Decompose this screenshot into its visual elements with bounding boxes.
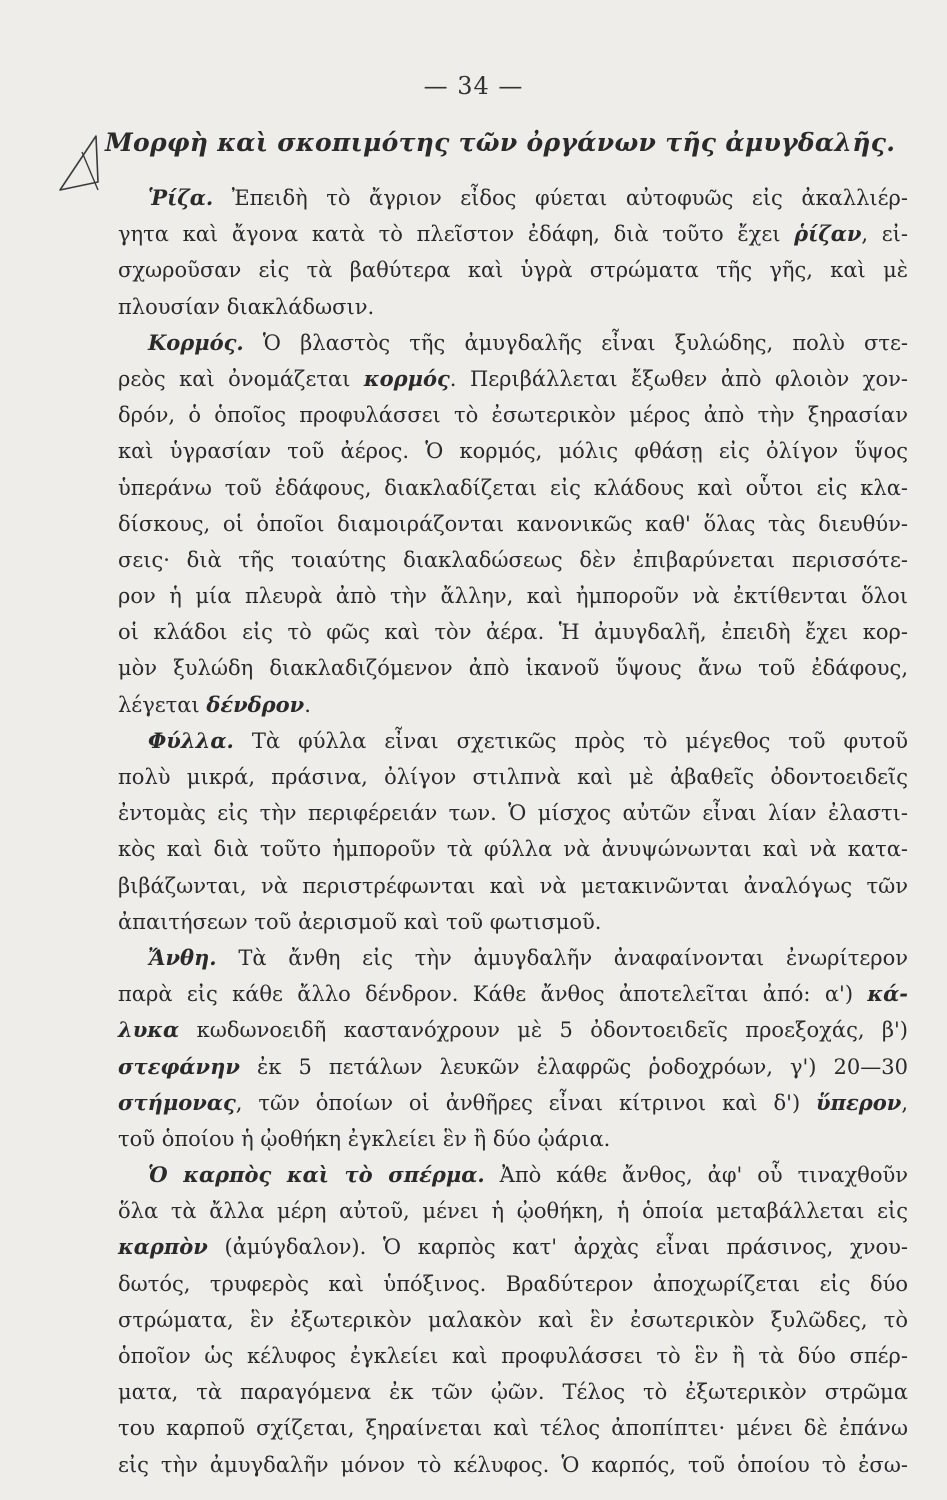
text-run: στρώματα, ἓν ἐξωτερικὸν μαλακὸν καὶ ἓν ἐσωτερικὸν ξυλῶδες, τὸ [118, 1307, 908, 1332]
text-line [118, 1049, 908, 1085]
text-line [118, 831, 908, 867]
emphasized-term: Ὁ καρπὸς καὶ τὸ σπέρμα. [148, 1162, 485, 1188]
text-line [118, 578, 908, 614]
text-run: . Περιβάλλεται ἔξωθεν ἀπὸ φλοιὸν χον- [449, 366, 908, 391]
text-line [118, 650, 908, 686]
emphasized-term: στήμονας [118, 1089, 236, 1115]
text-line [118, 976, 908, 1012]
text-run: ματα, τὰ παραγόμενα ἐκ τῶν ᾠῶν. Τέλος τὸ ἐξωτερικὸν στρῶμα [118, 1380, 908, 1405]
text-run: εἰς τὴν ἀμυγδαλῆν μόνον τὸ κέλυφος. Ὁ καρπός, τοῦ ὁποίου τὸ ἐσω- [118, 1452, 908, 1477]
text-line [118, 868, 908, 904]
emphasized-term: ῥίζαν [794, 221, 862, 247]
text-line [118, 397, 908, 433]
text-line [118, 433, 908, 469]
page-number: — 34 — [423, 72, 524, 100]
emphasized-term: δένδρον [206, 691, 305, 717]
text-line [118, 1302, 908, 1338]
text-line [118, 470, 908, 506]
text-run: παρὰ εἰς κάθε ἄλλο δένδρον. Κάθε ἄνθος ἀποτελεῖται ἀπό: α') [118, 982, 868, 1007]
text-line [118, 1338, 908, 1374]
emphasized-term: ὕπερον [816, 1089, 902, 1115]
text-line [118, 1012, 908, 1048]
text-run: ἀπαιτήσεων τοῦ ἀερισμοῦ καὶ τοῦ φωτισμοῦ. [118, 909, 602, 934]
text-line [118, 940, 908, 976]
text-run: Ἐπειδὴ τὸ ἄγριον εἶδος φύεται αὐτοφυῶς εἰς ἀκαλλιέρ- [213, 186, 908, 210]
text-run: ἐντομὰς εἰς τὴν περιφέρειάν των. Ὁ μίσχος αὐτῶν εἶναι λίαν ἐλαστι- [118, 801, 908, 826]
emphasized-term: κά- [867, 981, 908, 1007]
text-run: ρον ἡ μία πλευρὰ ἀπὸ τὴν ἄλλην, καὶ ἠμποροῦν νὰ ἐκτίθενται ὅλοι [118, 584, 908, 609]
emphasized-term: στεφάνην [118, 1053, 240, 1079]
text-run: . [304, 692, 311, 717]
text-line [118, 1229, 908, 1265]
text-run: σεις· διὰ τῆς τοιαύτης διακλαδώσεως δὲν ἐπιβαρύνεται περισσότε- [118, 547, 908, 572]
text-run: κωδωνοειδῆ καστανόχρουν μὲ 5 ὀδοντοειδεῖς προεξοχάς, β') [179, 1018, 908, 1043]
text-run: , τῶν ὁποίων οἱ ἀνθῆρες εἶναι κίτρινοι καὶ δ') [235, 1090, 817, 1115]
text-run: οἱ κλάδοι εἰς τὸ φῶς καὶ τὸν ἀέρα. Ἡ ἀμυγδαλῆ, ἐπειδὴ ἔχει κορ- [118, 620, 908, 645]
text-line [118, 1266, 908, 1302]
text-run: βιβάζωνται, νὰ περιστρέφωνται καὶ νὰ μετακινῶνται ἀναλόγως τῶν [118, 873, 908, 898]
text-run: πλουσίαν διακλάδωσιν. [118, 294, 375, 319]
text-line [118, 1374, 908, 1410]
text-run: πολὺ μικρά, πράσινα, ὀλίγον στιλπνὰ καὶ μὲ ἀβαθεῖς ὀδοντοειδεῖς [118, 765, 908, 789]
emphasized-term: Ἄνθη. [148, 944, 217, 970]
emphasized-term: Κορμός. [148, 329, 244, 355]
emphasized-term: Φύλλα. [148, 727, 234, 753]
text-run: Τὰ ἄνθη εἰς τὴν ἀμυγδαλῆν ἀναφαίνονται ἐνωρίτερον [216, 945, 908, 970]
text-line [118, 1085, 908, 1121]
text-run: γητα καὶ ἄγονα κατὰ τὸ πλεῖστον ἐδάφη, διὰ τοῦτο ἔχει [118, 222, 795, 247]
text-run: τοῦ ὁποίου ἡ ᾠοθήκη ἐγκλείει ἓν ἢ δύο ᾠάρια. [118, 1126, 611, 1151]
emphasized-term: καρπὸν [118, 1234, 208, 1260]
text-line [118, 542, 908, 578]
text-line [118, 759, 908, 795]
text-run: ὅλα τὰ ἄλλα μέρη αὐτοῦ, μένει ἡ ᾠοθήκη, ἡ ὁποία μεταβάλλεται εἰς [118, 1199, 908, 1224]
text-line [118, 325, 908, 361]
text-line [118, 1157, 908, 1193]
text-line [118, 361, 908, 397]
section-heading: Μορφὴ καὶ σκοπιμότης τῶν ὀργάνων τῆς ἀμυγδαλῆς. [105, 128, 896, 157]
text-run: ὁποῖον ὡς κέλυφος ἐγκλείει καὶ προφυλάσσει τὸ ἓν ἢ τὰ δύο σπέρ- [118, 1344, 908, 1368]
text-run: δίσκους, οἱ ὁποῖοι διαμοιράζονται κανονικῶς καθ' ὅλας τὰς διευθύν- [118, 511, 908, 536]
text-run: Τὰ φύλλα εἶναι σχετικῶς πρὸς τὸ μέγεθος τοῦ φυτοῦ [233, 728, 908, 753]
text-run: σχωροῦσαν εἰς τὰ βαθύτερα καὶ ὑγρὰ στρώματα τῆς γῆς, καὶ μὲ [118, 258, 908, 283]
handwritten-delta-mark [52, 132, 102, 194]
text-run: του καρποῦ σχίζεται, ξηραίνεται καὶ τέλος ἀποπίπτει· μένει δὲ ἐπάνω [118, 1416, 908, 1441]
text-line [118, 904, 908, 940]
text-line [118, 723, 908, 759]
text-run: , [901, 1090, 908, 1115]
text-run: Ἀπὸ κάθε ἄνθος, ἀφ' οὗ τιναχθοῦν [484, 1163, 908, 1188]
text-line [118, 216, 908, 252]
text-line [118, 180, 908, 216]
body-text [118, 180, 908, 1483]
text-line [118, 1410, 908, 1446]
text-line [118, 252, 908, 288]
text-run: ὑπεράνω τοῦ ἐδάφους, διακλαδίζεται εἰς κλάδους καὶ οὗτοι εἰς κλα- [118, 475, 908, 500]
text-line [118, 687, 908, 723]
text-line [118, 1193, 908, 1229]
text-line [118, 506, 908, 542]
emphasized-term: λυκα [118, 1017, 180, 1043]
text-line [118, 795, 908, 831]
text-line [118, 1447, 908, 1483]
emphasized-term: Ῥίζα. [148, 185, 214, 210]
text-run: λέγεται [118, 692, 207, 717]
text-run: μὸν ξυλώδη διακλαδιζόμενον ἀπὸ ἱκανοῦ ὕψους ἄνω τοῦ ἐδάφους, [118, 656, 908, 681]
text-line [118, 289, 908, 325]
text-line [118, 1121, 908, 1157]
text-run: ἐκ 5 πετάλων λευκῶν ἐλαφρῶς ῥοδοχρόων, γ') 20—30 [239, 1054, 908, 1079]
text-line [118, 614, 908, 650]
text-run: ρεὸς καὶ ὀνομάζεται [118, 366, 364, 391]
text-run: κὸς καὶ διὰ τοῦτο ἠμποροῦν τὰ φύλλα νὰ ἀνυψώνωνται καὶ νὰ κατα- [118, 837, 908, 862]
text-run: δρόν, ὁ ὁποῖος προφυλάσσει τὸ ἐσωτερικὸν μέρος ἀπὸ τὴν ξηρασίαν [118, 403, 908, 428]
text-run: δωτός, τρυφερὸς καὶ ὑπόξινος. Βραδύτερον ἀποχωρίζεται εἰς δύο [118, 1271, 908, 1296]
text-run: καὶ ὑγρασίαν τοῦ ἀέρος. Ὁ κορμός, μόλις φθάσῃ εἰς ὀλίγον ὕψος [118, 439, 908, 464]
emphasized-term: κορμός [363, 365, 450, 391]
text-run: , εἰ- [861, 222, 908, 247]
text-run: (ἀμύγδαλον). Ὁ καρπὸς κατ' ἀρχὰς εἶναι πράσινος, χνου- [207, 1235, 908, 1260]
text-run: Ὁ βλαστὸς τῆς ἀμυγδαλῆς εἶναι ξυλώδης, πολὺ στε- [243, 330, 908, 355]
